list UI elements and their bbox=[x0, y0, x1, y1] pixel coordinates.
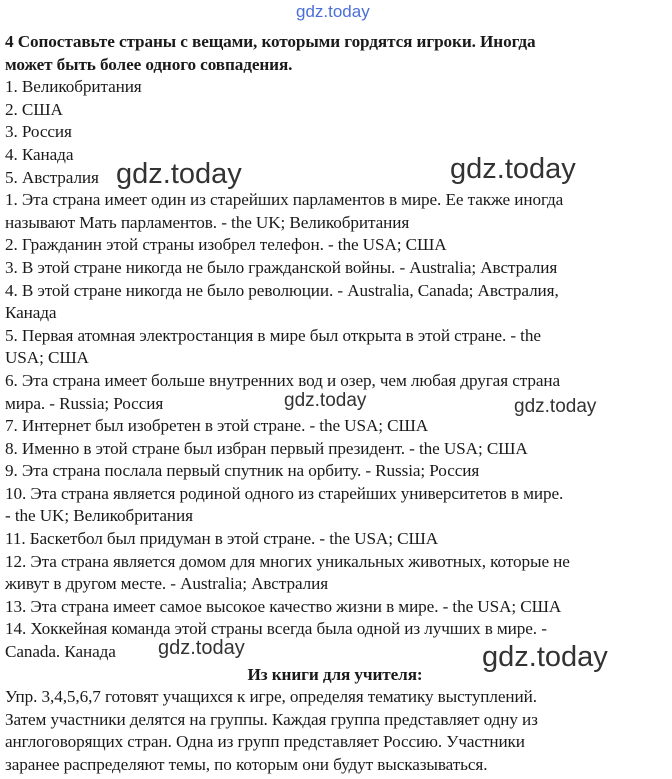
country-item: 5. Австралия bbox=[5, 167, 99, 187]
answer-list bbox=[5, 189, 665, 663]
answer-line: USA; США bbox=[5, 348, 89, 368]
answer-line: 8. Именно в этой стране был избран первый президент. - the USA; США bbox=[5, 438, 528, 458]
answer-line: 7. Интернет был изобретен в этой стране. - the USA; США bbox=[5, 416, 429, 436]
country-item: 4. Канада bbox=[5, 144, 74, 164]
country-item: 1. Великобритания bbox=[5, 77, 142, 97]
teacher-line: Упр. 3,4,5,6,7 готовят учащихся к игре, определяя тематику выступлений. bbox=[5, 687, 537, 707]
teacher-line: заранее распределяют темы, по которым они будут высказываться. bbox=[5, 755, 488, 774]
watermark: gdz.today bbox=[158, 637, 245, 659]
teacher-notes bbox=[5, 686, 665, 776]
answer-line: 11. Баскетбол был придуман в этой стране. - the USA; США bbox=[5, 529, 439, 549]
answer-line: называют Мать парламентов. - the UK; Великобритания bbox=[5, 212, 410, 232]
answer-line: 6. Эта страна имеет больше внутренних вод и озер, чем любая другая страна bbox=[5, 370, 560, 390]
country-item: 3. Россия bbox=[5, 122, 72, 142]
task-title-line-1: 4 Сопоставьте страны с вещами, которыми гордятся игроки. Иногда bbox=[5, 32, 536, 51]
answer-line: - the UK; Великобритания bbox=[5, 506, 193, 526]
watermark: gdz.today bbox=[116, 158, 242, 190]
answer-line: Канада bbox=[5, 303, 57, 323]
answer-line: 5. Первая атомная электростанция в мире был открыта в этой стране. - the bbox=[5, 325, 541, 345]
watermark: gdz.today bbox=[284, 390, 367, 411]
country-item: 2. США bbox=[5, 99, 63, 119]
answer-line: 12. Эта страна является домом для многих уникальных животных, которые не bbox=[5, 551, 570, 571]
answer-line: живут в другом месте. - Australia; Австралия bbox=[5, 574, 329, 594]
watermark: gdz.today bbox=[514, 396, 597, 417]
watermark: gdz.today bbox=[450, 153, 576, 185]
teacher-heading: Из книги для учителя: bbox=[247, 664, 423, 684]
task-title-line-2: может быть более одного совпадения. bbox=[5, 54, 293, 74]
teacher-line: англоговорящих стран. Одна из групп представляет Россию. Участники bbox=[5, 732, 525, 752]
answer-line: 1. Эта страна имеет один из старейших парламентов в мире. Ее также иногда bbox=[5, 190, 564, 210]
answer-line: 14. Хоккейная команда этой страны всегда была одной из лучших в мире. - bbox=[5, 619, 547, 639]
answer-line: мира. - Russia; Россия bbox=[5, 393, 164, 413]
answer-line: 3. В этой стране никогда не было гражданской войны. - Australia; Австралия bbox=[5, 257, 558, 277]
answer-line: 2. Гражданин этой страны изобрел телефон. - the USA; США bbox=[5, 235, 447, 255]
teacher-line: Затем участники делятся на группы. Каждая группа представляет одну из bbox=[5, 709, 538, 729]
answer-line: 9. Эта страна послала первый спутник на орбиту. - Russia; Россия bbox=[5, 461, 480, 481]
answer-line: 13. Эта страна имеет самое высокое качество жизни в мире. - the USA; США bbox=[5, 596, 562, 616]
answer-line: 10. Эта страна является родиной одного из старейших университетов в мире. bbox=[5, 483, 564, 503]
watermark-top: gdz.today bbox=[296, 2, 370, 21]
answer-line: 4. В этой стране никогда не было революции. - Australia, Canada; Австралия, bbox=[5, 280, 559, 300]
watermark: gdz.today bbox=[482, 641, 608, 673]
answer-line: Canada. Канада bbox=[5, 642, 116, 662]
